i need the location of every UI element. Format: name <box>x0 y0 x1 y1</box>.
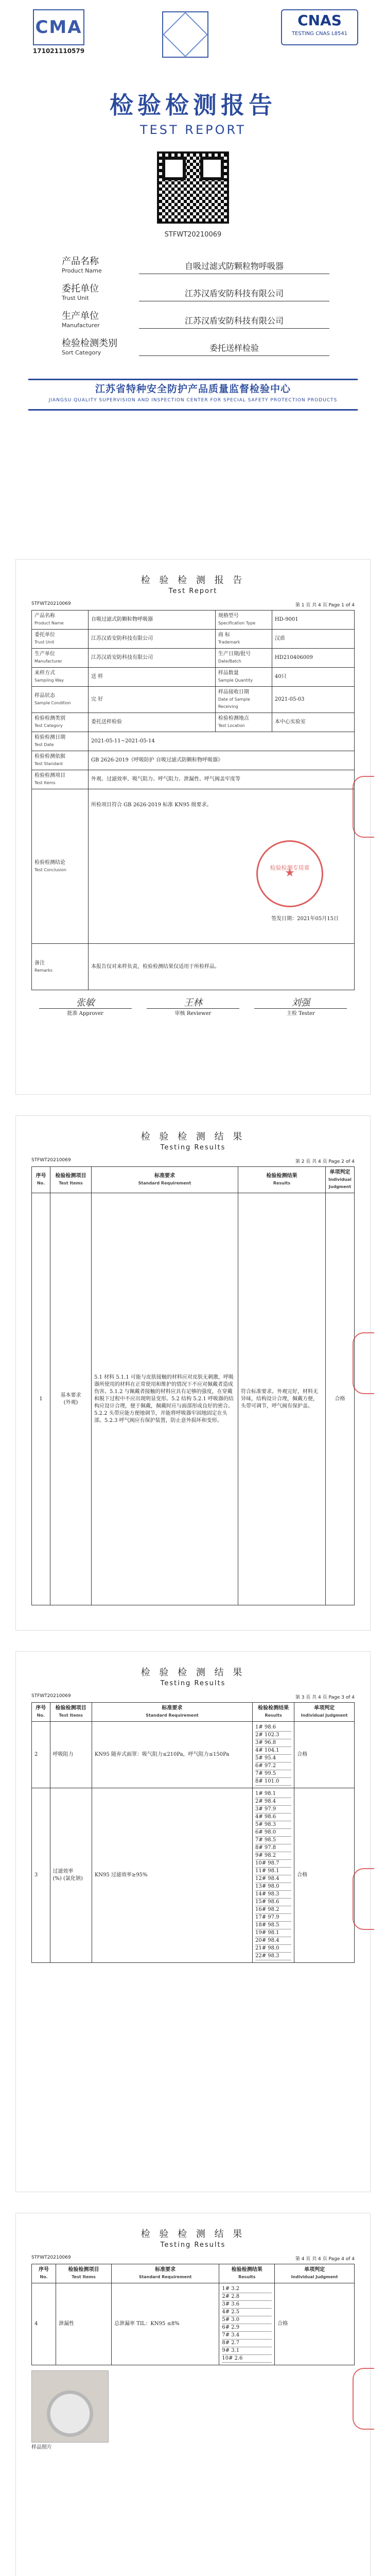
table-row <box>32 668 355 687</box>
product-label: 产品名称 <box>62 256 99 267</box>
field-label <box>32 649 89 668</box>
perforation-seal <box>353 776 374 838</box>
issuer-name-cn: 江苏省特种安全防护产品质量监督检验中心 <box>95 383 291 395</box>
column-header <box>56 2264 112 2283</box>
result-value: 1# 98.1 <box>255 1790 291 1798</box>
category-label: 检验检测类别 <box>62 338 117 349</box>
column-header-cn: 检验检测结果 <box>231 2267 262 2273</box>
row-item-sub: (%) (氯化钠) <box>52 1876 83 1882</box>
field-label-en: Date of Sample Receiving <box>218 697 250 709</box>
row-item: 泄漏性 <box>56 2283 112 2365</box>
page1-heading-en: Test Report <box>168 587 218 595</box>
cma-number: 171021110579 <box>32 47 85 55</box>
result-value: 2# 102.3 <box>255 1732 291 1739</box>
result-value: 11# 98.1 <box>255 1868 291 1875</box>
field-label-cn: 来样方式 <box>34 670 55 676</box>
table-row <box>32 732 355 751</box>
report-title-cn: 检验检测报告 <box>110 91 276 119</box>
row-number: 2 <box>32 1722 50 1788</box>
page2-report-no: STFWT20210069 <box>31 1158 71 1163</box>
results-header: 序号 No. 检验检测项目 Test Items 标准要求 Standard Requirement 检验检测结果 Results 单项判定 Individual Judgment <box>32 1167 355 1193</box>
issuer-name-en: JIANGSU QUALITY SUPERVISION AND INSPECTION CENTER FOR SPECIAL SAFETY PROTECTION PRODUCTS <box>48 398 338 403</box>
result-value: 1# 98.6 <box>255 1724 291 1732</box>
result-value: 4# 2.5 <box>222 2309 272 2316</box>
field-label-en: Trust Unit <box>34 640 55 645</box>
page1-info-table <box>31 610 355 990</box>
issue-date: 签发日期：2021年05月15日 <box>271 916 339 922</box>
field-label-cn: 检验检测地点 <box>218 716 249 721</box>
column-header-en: Results <box>238 2275 256 2279</box>
column-header <box>32 1703 50 1722</box>
row-requirement: KN95 随弃式面罩：吸气阻力≤210Pa，呼气阻力≤150Pa <box>92 1722 252 1788</box>
field-label-en: Sample Condition <box>34 701 71 705</box>
page2-results-table <box>31 1166 355 1605</box>
field-label-cn: 生产单位 <box>34 651 55 657</box>
result-value: 9# 3.1 <box>222 2347 272 2355</box>
cover-info <box>62 254 329 356</box>
page1-page-en: Page 1 of 4 <box>328 603 355 608</box>
qr-code-icon <box>157 151 229 224</box>
column-header <box>294 1703 355 1722</box>
field-label-en: Trademark <box>218 640 240 645</box>
table-row: 1 基本要求 (外观) 5.1 材料 5.1.1 可能与皮肤接触的材料应对皮肤无刺激，呼吸器所使用的材料在正常使用和维护的情况下不应对佩戴者造成伤害。5.1.2 与佩戴者接触的材料应具有足够的强度，在穿戴和脱下过程中不应出现明显变形。5.2 结构 5.2.1 呼吸器的结构应设计合理，便于佩戴，佩戴时应与面部形成良好的密合。5.2.2 头带应能方便地调节，并能将呼吸器牢固地固定在头部。5.2.3 呼气阀应有保护装置，防止意外损坏和变形。 符合标准要求。外观完好，材料无异味，结构设计合理，佩戴方便，头带可调节，呼气阀有保护盖。 合格 <box>32 1193 355 1605</box>
field-value: 江苏汉盾安防科技有限公司 <box>89 630 216 649</box>
tester-signature: 刘强 主检 Tester <box>254 995 347 1016</box>
field-value: HD-9001 <box>272 611 354 630</box>
field-value: 2021-05-11~2021-05-14 <box>89 732 355 751</box>
page3-heading-en: Testing Results <box>160 1680 226 1687</box>
page1-report-no: STFWT20210069 <box>31 601 71 606</box>
info-category <box>62 336 329 356</box>
result-value: 5# 98.3 <box>255 1821 291 1829</box>
field-value: 本中心实验室 <box>272 713 354 732</box>
cma-logo-mark: CMA <box>33 9 84 45</box>
field-label-cn: 商 标 <box>218 632 231 638</box>
result-value: 8# 101.0 <box>255 1778 291 1786</box>
result-value: 21# 98.0 <box>255 1945 291 1953</box>
column-header <box>275 2264 355 2283</box>
column-header-cn: 标准要求 <box>155 2267 176 2273</box>
result-value: 7# 98.5 <box>255 1837 291 1844</box>
field-label <box>32 687 89 713</box>
perforation-seal <box>353 1868 374 1930</box>
result-value: 6# 2.9 <box>222 2324 272 2332</box>
field-label <box>215 649 272 668</box>
report-page-3: 检 验 检 测 结 果 Testing Results STFWT20210069 第 3 页 共 4 页 Page 3 of 4 序号 No. 检验检测项目 Test Items 标准要求 Standard Requirement 检验检测结果 Results 单项判定 Individual Judgment 2 呼吸阻力 KN95 随弃式面罩：吸气阻力≤210Pa，呼气阻力≤150Pa 1# 98.6 2# 102.3 3# 96.8 4# 104.1 5# 95.4 6# 97.2 7# 99.5 8# 101.0 合格 3 过滤效率 (%) (氯化钠) KN95 过滤效率≥95% 1# 98.1 2# 98.4 3# 97.9 4# 98.6 5# 98.3 6# 98.0 7# 98.5 8# 97.8 9# 98.2 10# 98.7 11# 98.1 12# 98.4 13# 98.0 14# 98.3 15# 98.6 16# 98.2 17# 97.9 18# 98.5 19# 98.1 20# 98.4 21# 98.0 22# 98.3 合格 <box>15 1651 371 2192</box>
page2-heading-cn: 检 验 检 测 结 果 <box>141 1131 245 1142</box>
result-value: 6# 97.2 <box>255 1762 291 1770</box>
result-value: 4# 98.6 <box>255 1814 291 1821</box>
column-header-en: No. <box>40 2275 48 2279</box>
field-label <box>215 630 272 649</box>
field-label-en: Specification Type <box>218 621 256 625</box>
table-row <box>32 630 355 649</box>
photo-caption: 样品照片 <box>31 2445 52 2450</box>
column-header <box>252 1703 294 1722</box>
result-value: 18# 98.5 <box>255 1922 291 1929</box>
field-label-cn: 检验检测类别 <box>34 716 65 721</box>
field-label <box>32 668 89 687</box>
page2-heading-en: Testing Results <box>160 1144 226 1151</box>
client-label: 委托单位 <box>62 283 99 294</box>
field-label <box>215 668 272 687</box>
column-header-cn: 标准要求 <box>162 1705 183 1711</box>
perforation-seal <box>353 2368 374 2430</box>
field-label <box>215 713 272 732</box>
table-row <box>32 649 355 668</box>
column-header-cn: 单项判定 <box>314 1705 335 1711</box>
table-row <box>32 611 355 630</box>
column-header <box>92 1703 252 1722</box>
result-value: 7# 3.4 <box>222 2332 272 2340</box>
page4-heading-cn: 检 验 检 测 结 果 <box>141 2229 245 2240</box>
table-row <box>32 2283 355 2365</box>
result-value: 8# 97.8 <box>255 1844 291 1852</box>
page1-page-cn: 第 1 页 共 4 页 <box>295 603 327 608</box>
row-results <box>252 1788 294 1963</box>
column-header-en: Standard Requirement <box>138 2275 192 2279</box>
column-header-cn: 检验检测项目 <box>68 2267 99 2273</box>
row-number: 3 <box>32 1788 50 1963</box>
report-title-en: TEST REPORT <box>139 123 247 137</box>
result-value: 3# 97.9 <box>255 1806 291 1814</box>
result-value: 10# 98.7 <box>255 1860 291 1868</box>
field-label-en: Test Location <box>218 723 245 728</box>
product-value: 自吸过滤式防颗粒物呼吸器 <box>139 260 329 274</box>
result-value: 7# 99.5 <box>255 1770 291 1778</box>
field-value: 完 好 <box>89 687 216 713</box>
report-page-1 <box>15 559 371 1095</box>
cnas-logo-text: CNAS <box>297 12 342 29</box>
row-results <box>252 1722 294 1788</box>
result-value: 13# 98.0 <box>255 1883 291 1891</box>
field-label-en: Test Category <box>34 723 63 728</box>
result-value: 6# 98.0 <box>255 1829 291 1837</box>
field-value: 汉盾 <box>272 630 354 649</box>
field-label <box>215 611 272 630</box>
column-header <box>219 2264 275 2283</box>
field-label-cn: 样品状态 <box>34 693 55 699</box>
client-label-en: Trust Unit <box>62 295 89 301</box>
row-requirement: 总泄漏率 TIL：KN95 ≤8% <box>111 2283 219 2365</box>
field-value: 送 样 <box>89 668 216 687</box>
row-number: 4 <box>32 2283 56 2365</box>
column-header-en: Test Items <box>59 1713 83 1718</box>
field-label <box>32 713 89 732</box>
result-value: 20# 98.4 <box>255 1937 291 1945</box>
row-judgment: 合格 <box>275 2283 355 2365</box>
result-value: 12# 98.4 <box>255 1875 291 1883</box>
field-label-en: Test Date <box>34 742 54 747</box>
test-seal-stamp: 检验检测专用章 ★ <box>256 840 323 907</box>
approver-signature: 张敏 批准 Approver <box>39 995 132 1016</box>
row-item: 呼吸阻力 <box>50 1722 92 1788</box>
result-value: 3# 3.6 <box>222 2301 272 2309</box>
table-row <box>32 1788 355 1963</box>
field-value: 40只 <box>272 668 354 687</box>
result-value: 5# 95.4 <box>255 1755 291 1762</box>
column-header-en: Individual Judgment <box>301 1713 348 1718</box>
row-item: 过滤效率 (%) (氯化钠) <box>50 1788 92 1963</box>
conclusion-value: 所检项目符合 GB 2626-2019 标准 KN95 级要求。 <box>91 802 212 808</box>
result-value: 22# 98.3 <box>255 1953 291 1960</box>
page4-results-table <box>31 2264 355 2365</box>
field-label-cn: 样品接收日期 <box>218 689 249 695</box>
results-header <box>32 2264 355 2283</box>
page4-heading-en: Testing Results <box>160 2241 226 2249</box>
column-header-en: Standard Requirement <box>146 1713 199 1718</box>
column-header <box>50 1703 92 1722</box>
page4-report-no: STFWT20210069 <box>31 2255 71 2260</box>
result-value: 19# 98.1 <box>255 1929 291 1937</box>
ilac-logo-icon <box>162 11 208 58</box>
field-label-en: Manufacturer <box>34 659 62 664</box>
result-value: 8# 2.7 <box>222 2340 272 2347</box>
cma-logo <box>28 9 90 55</box>
field-value: 江苏汉盾安防科技有限公司 <box>89 649 216 668</box>
result-value: 5# 3.0 <box>222 2316 272 2324</box>
column-header-en: Test Items <box>72 2275 96 2279</box>
field-label-en: Sampling Way <box>34 678 64 683</box>
judgment: 合格 <box>326 1193 355 1605</box>
reviewer-signature: 王林 审核 Reviewer <box>147 995 239 1016</box>
column-header <box>111 2264 219 2283</box>
column-header-cn: 单项判定 <box>304 2267 325 2273</box>
field-label <box>32 611 89 630</box>
page1-heading-cn: 检 验 检 测 报 告 <box>141 575 245 586</box>
manufacturer-label: 生产单位 <box>62 311 99 321</box>
page3-heading-cn: 检 验 检 测 结 果 <box>141 1667 245 1678</box>
field-label <box>32 732 89 751</box>
result-value: 2# 98.4 <box>255 1798 291 1806</box>
result-value: 4# 104.1 <box>255 1747 291 1755</box>
field-label <box>32 630 89 649</box>
cnas-logo-sub: TESTING CNAS L8541 <box>291 31 348 37</box>
column-header-cn: 序号 <box>39 2267 49 2273</box>
category-label-en: Sort Category <box>62 349 101 356</box>
remarks-row: 备注 Remarks 本报告仅对来样负责，检验检测结果仅适用于所检样品。 <box>32 944 355 990</box>
info-manufacturer <box>62 309 329 329</box>
result-value: 16# 98.2 <box>255 1906 291 1914</box>
field-label-cn: 规格型号 <box>218 613 239 619</box>
result-value: 3# 96.8 <box>255 1739 291 1747</box>
result-value: 14# 98.3 <box>255 1891 291 1899</box>
row-judgment: 合格 <box>294 1788 355 1963</box>
row-results <box>219 2283 275 2365</box>
report-page-4: 检 验 检 测 结 果 Testing Results STFWT20210069 第 4 页 共 4 页 Page 4 of 4 序号 No. 检验检测项目 Test Items 标准要求 Standard Requirement 检验检测结果 Results 单项判定 Individual Judgment 4 泄漏性 总泄漏率 TIL：KN95 ≤8% 1# 3.2 2# 2.8 3# 3.6 4# 2.5 5# 3.0 6# 2.9 7# 3.4 8# 2.7 9# 3.1 10# 2.6 合格 样品照片 <box>15 2213 371 2576</box>
field-value: HD210406009 <box>272 649 354 668</box>
field-label-en: Product Name <box>34 621 64 625</box>
manufacturer-value: 江苏汉盾安防科技有限公司 <box>139 314 329 329</box>
info-product <box>62 254 329 274</box>
perforation-seal <box>353 1332 374 1394</box>
field-label <box>215 687 272 713</box>
result-value: 9# 98.2 <box>255 1852 291 1860</box>
result-value: 1# 3.2 <box>222 2285 272 2293</box>
logo-row <box>15 9 371 71</box>
field-label-cn: 样品数量 <box>218 670 239 676</box>
info-client <box>62 281 329 301</box>
column-header-cn: 序号 <box>36 1705 46 1711</box>
column-header-en: Results <box>265 1713 282 1718</box>
product-label-en: Product Name <box>62 267 102 274</box>
field-label-cn: 产品名称 <box>34 613 55 619</box>
result-value: 10# 2.6 <box>222 2355 272 2363</box>
issuer-banner <box>28 379 358 411</box>
row-requirement: KN95 过滤效率≥95% <box>92 1788 252 1963</box>
field-label-en: Date/Batch <box>218 659 241 664</box>
result-text: 符合标准要求。外观完好，材料无异味，结构设计合理，佩戴方便，头带可调节，呼气阀有保护盖。 <box>238 1193 326 1605</box>
field-value: 自吸过滤式防颗粒物呼吸器 <box>89 611 216 630</box>
result-value: 15# 98.6 <box>255 1899 291 1906</box>
category-value: 委托送样检验 <box>139 342 329 356</box>
page1-meta <box>31 601 355 608</box>
row-judgment: 合格 <box>294 1722 355 1788</box>
column-header-en: No. <box>37 1713 45 1718</box>
conclusion-row: 检验检测结论 Test Conclusion 所检项目符合 GB 2626-2019 标准 KN95 级要求。 签发日期：2021年05月15日 检验检测专用章 ★ <box>32 789 355 944</box>
field-value: 委托送样检验 <box>89 713 216 732</box>
cnas-logo <box>281 9 358 45</box>
column-header <box>32 2264 56 2283</box>
basis-value: GB 2626-2019《呼吸防护 自吸过滤式防颗粒物呼吸器》 <box>89 751 355 770</box>
result-value: 2# 2.8 <box>222 2293 272 2301</box>
manufacturer-label-en: Manufacturer <box>62 322 100 329</box>
field-label-cn: 生产日期/批号 <box>218 651 251 657</box>
table-row <box>32 1722 355 1788</box>
column-header-cn: 检验检测项目 <box>55 1705 86 1711</box>
result-value: 17# 97.9 <box>255 1914 291 1922</box>
requirement-text: 5.1 材料 5.1.1 可能与皮肤接触的材料应对皮肤无刺激，呼吸器所使用的材料在正常使用和维护的情况下不应对佩戴者造成伤害。5.1.2 与佩戴者接触的材料应具有足够的强度，在穿戴和脱下过程中不应出现明显变形。5.2 结构 5.2.1 呼吸器的结构应设计合理，便于佩戴，佩戴时应与面部形成良好的密合。5.2.2 头带应能方便地调节，并能将呼吸器牢固地固定在头部。5.2.3 呼气阀应有保护装置，防止意外损坏和变形。 <box>92 1193 238 1605</box>
client-value: 江苏汉盾安防科技有限公司 <box>139 287 329 301</box>
column-header-en: Individual Judgment <box>291 2275 338 2279</box>
results-header <box>32 1703 355 1722</box>
cover-page <box>15 0 371 538</box>
mask-photo-icon <box>31 2370 109 2443</box>
signature-row <box>31 995 355 1016</box>
field-label-cn: 检验检测日期 <box>34 735 65 740</box>
field-label-en: Sample Quantity <box>218 678 253 683</box>
page3-report-no: STFWT20210069 <box>31 1693 71 1699</box>
table-row <box>32 687 355 713</box>
column-header-cn: 检验检测结果 <box>258 1705 289 1711</box>
report-page-2: 检 验 检 测 结 果 Testing Results STFWT20210069 第 2 页 共 4 页 Page 2 of 4 序号 No. 检验检测项目 Test Items 标准要求 Standard Requirement 检验检测结果 Results 单项判定 Individual Judgment 1 基本要求 (外观) 5.1 材料 5.1.1 可能与皮肤接触的材料应对皮肤无刺激，呼吸器所使用的材料在正常使用和维护的情况下不应对佩戴者造成伤害。5.1.2 与佩戴者接触的材料应具有足够的强度，在穿戴和脱下过程中不应出现明显变形。5.2 结构 5.2.1 呼吸器的结构应设计合理，便于佩戴，佩戴时应与面部形成良好的密合。5.2.2 头带应能方便地调节，并能将呼吸器牢固地固定在头部。5.2.3 呼气阀应有保护装置，防止意外损坏和变形。 符合标准要求。外观完好，材料无异味，结构设计合理，佩戴方便，头带可调节，呼气阀有保护盖。 合格 <box>15 1115 371 1631</box>
page3-results-table <box>31 1702 355 1963</box>
items-row: 检验检测项目 Test Items 外观、过滤效率、吸气阻力、呼气阻力、泄漏性、呼气阀盖牢度等 <box>32 770 355 789</box>
field-value: 2021-05-03 <box>272 687 354 713</box>
remarks-value: 本报告仅对来样负责，检验检测结果仅适用于所检样品。 <box>89 944 355 990</box>
basis-row: 检验检测依据 Test Standard GB 2626-2019《呼吸防护 自吸过滤式防颗粒物呼吸器》 <box>32 751 355 770</box>
field-label-cn: 委托单位 <box>34 632 55 638</box>
table-row <box>32 713 355 732</box>
items-value: 外观、过滤效率、吸气阻力、呼气阻力、泄漏性、呼气阀盖牢度等 <box>89 770 355 789</box>
report-number: STFWT20210069 <box>164 231 222 239</box>
